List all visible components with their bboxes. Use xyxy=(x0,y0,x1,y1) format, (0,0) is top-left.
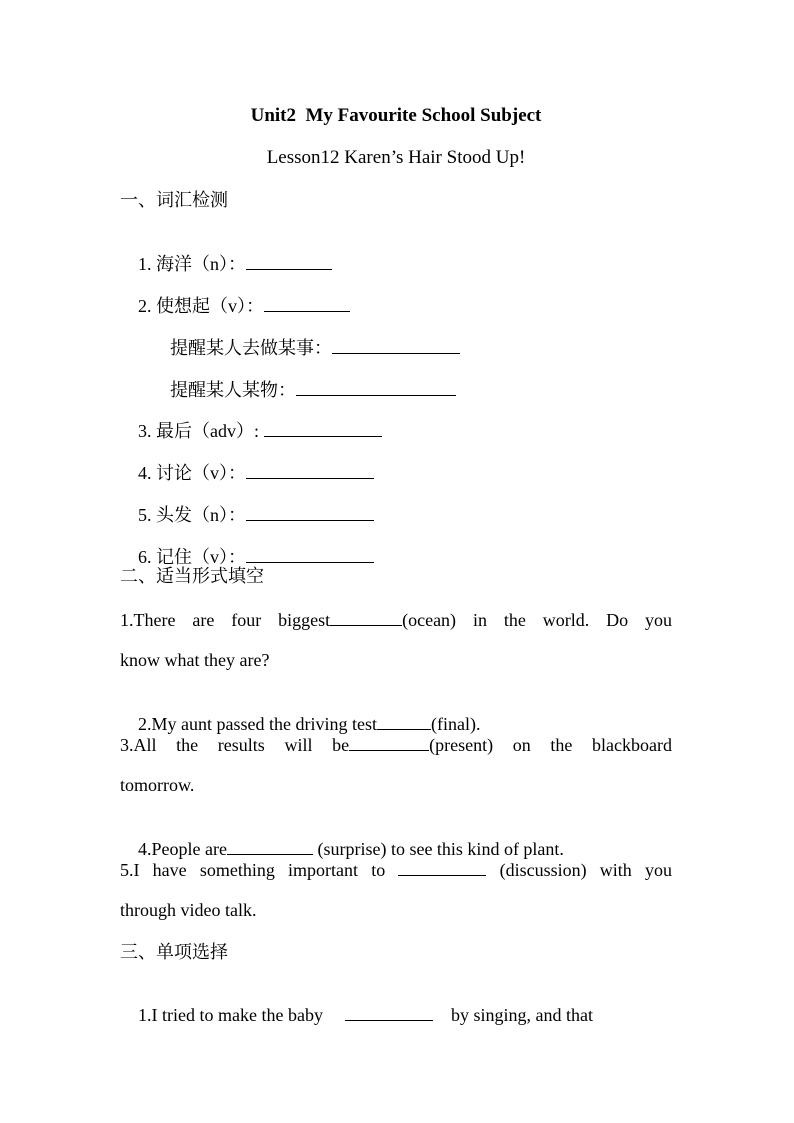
answer-blank[interactable] xyxy=(345,1003,433,1021)
answer-blank[interactable] xyxy=(332,336,460,354)
vocab-label: 5. 头发（n）： xyxy=(138,505,246,525)
answer-blank[interactable] xyxy=(264,294,350,312)
answer-blank[interactable] xyxy=(264,419,382,437)
fill-question-3: 3.All the results will be (present) on the blackboard xyxy=(120,735,672,755)
answer-blank[interactable] xyxy=(246,503,374,521)
answer-blank[interactable] xyxy=(398,858,486,876)
choice-question-1: 1.I tried to make the baby by singing, and that xyxy=(138,1005,593,1025)
answer-blank[interactable] xyxy=(227,837,313,855)
section-heading-fill-in: 二、适当形式填空 xyxy=(120,566,264,586)
vocab-label: 提醒某人去做某事： xyxy=(170,338,332,358)
lesson-subtitle: Lesson12 Karen’s Hair Stood Up! xyxy=(266,147,526,168)
section-heading-vocabulary: 一、词汇检测 xyxy=(120,190,228,210)
vocab-label: 3. 最后（adv）: xyxy=(138,421,264,441)
answer-blank[interactable] xyxy=(349,733,429,751)
fill-question-5: 5.I have something important to (discussion) with you xyxy=(120,860,672,880)
answer-blank[interactable] xyxy=(246,461,374,479)
vocab-label: 4. 讨论（v）： xyxy=(138,463,246,483)
document-title: Unit2 My Favourite School Subject xyxy=(250,105,542,126)
vocab-label: 提醒某人某物： xyxy=(170,380,296,400)
fill-question-1: 1.There are four biggest (ocean) in the world. Do you xyxy=(120,610,672,630)
answer-blank[interactable] xyxy=(246,545,374,563)
answer-blank[interactable] xyxy=(296,378,456,396)
fill-question-3-cont: tomorrow. xyxy=(120,775,195,795)
vocab-label: 1. 海洋（n）： xyxy=(138,254,246,274)
section-heading-multiple-choice: 三、单项选择 xyxy=(120,942,228,962)
answer-blank[interactable] xyxy=(377,712,431,730)
answer-blank[interactable] xyxy=(330,608,402,626)
fill-question-5-cont: through video talk. xyxy=(120,900,257,920)
answer-blank[interactable] xyxy=(246,252,332,270)
vocab-label: 2. 使想起（v）： xyxy=(138,296,264,316)
fill-question-2: 2.My aunt passed the driving test (final). xyxy=(138,714,481,734)
fill-question-4: 4.People are (surprise) to see this kind of plant. xyxy=(138,839,564,859)
vocab-label: 6. 记住（v）： xyxy=(138,547,246,567)
fill-question-1-cont: know what they are? xyxy=(120,650,270,670)
